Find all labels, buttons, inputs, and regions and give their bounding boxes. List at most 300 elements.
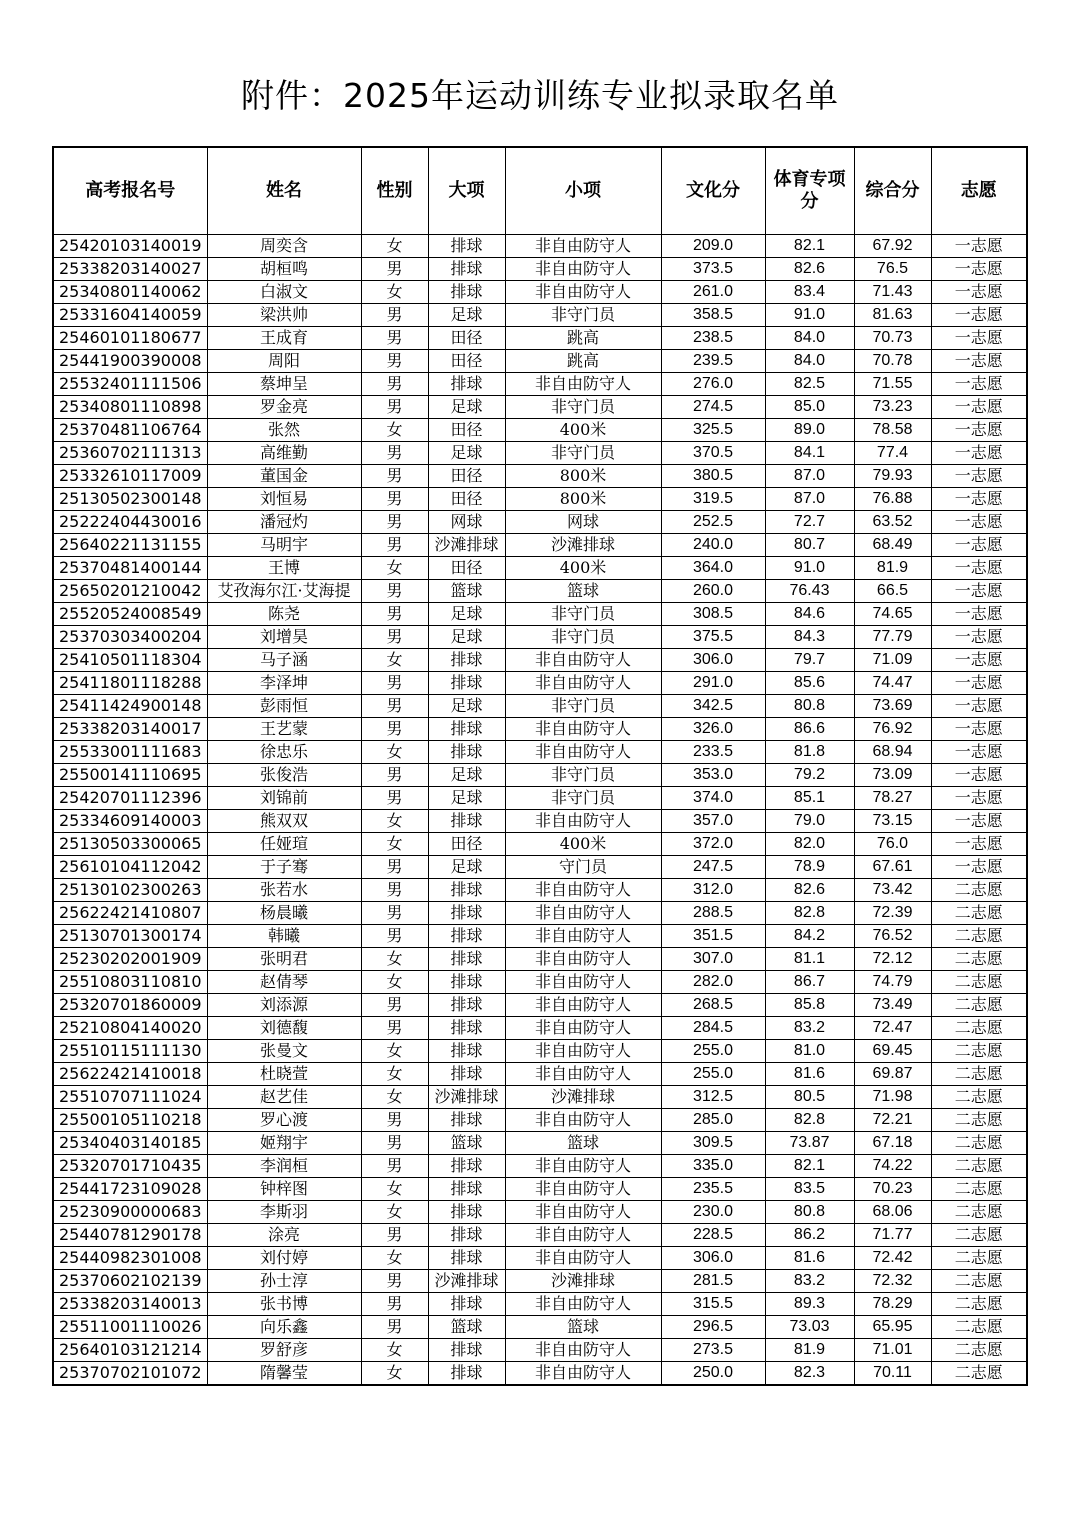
cell-event: 非自由防守人 — [505, 649, 661, 672]
cell-total-score: 79.93 — [854, 465, 931, 488]
cell-preference: 一志愿 — [931, 741, 1027, 764]
cell-sport-score: 80.8 — [765, 1201, 854, 1224]
cell-preference: 一志愿 — [931, 649, 1027, 672]
cell-total-score: 71.09 — [854, 649, 931, 672]
cell-name: 高维勤 — [207, 442, 361, 465]
cell-total-score: 76.92 — [854, 718, 931, 741]
cell-culture-score: 209.0 — [661, 235, 765, 258]
cell-gender: 男 — [361, 327, 428, 350]
cell-sport: 排球 — [428, 1109, 505, 1132]
cell-culture-score: 235.5 — [661, 1178, 765, 1201]
cell-total-score: 72.42 — [854, 1247, 931, 1270]
table-row — [53, 442, 1027, 465]
cell-sport: 排球 — [428, 649, 505, 672]
cell-preference: 一志愿 — [931, 396, 1027, 419]
cell-name: 钟梓图 — [207, 1178, 361, 1201]
cell-sport-score: 83.2 — [765, 1270, 854, 1293]
cell-gender: 男 — [361, 396, 428, 419]
cell-culture-score: 252.5 — [661, 511, 765, 534]
table-row — [53, 672, 1027, 695]
cell-exam-id: 25340801110898 — [53, 396, 207, 419]
cell-sport-score: 86.6 — [765, 718, 854, 741]
cell-gender: 男 — [361, 1155, 428, 1178]
cell-gender: 女 — [361, 971, 428, 994]
cell-total-score: 65.95 — [854, 1316, 931, 1339]
cell-event: 非守门员 — [505, 764, 661, 787]
cell-gender: 男 — [361, 787, 428, 810]
cell-sport-score: 87.0 — [765, 488, 854, 511]
cell-total-score: 73.23 — [854, 396, 931, 419]
cell-preference: 一志愿 — [931, 603, 1027, 626]
cell-culture-score: 285.0 — [661, 1109, 765, 1132]
cell-sport: 足球 — [428, 764, 505, 787]
cell-event: 非守门员 — [505, 626, 661, 649]
cell-total-score: 72.21 — [854, 1109, 931, 1132]
cell-sport-score: 86.7 — [765, 971, 854, 994]
cell-name: 彭雨恒 — [207, 695, 361, 718]
cell-preference: 二志愿 — [931, 925, 1027, 948]
cell-preference: 二志愿 — [931, 879, 1027, 902]
cell-name: 杨晨曦 — [207, 902, 361, 925]
cell-preference: 二志愿 — [931, 1270, 1027, 1293]
cell-preference: 二志愿 — [931, 1339, 1027, 1362]
cell-gender: 男 — [361, 488, 428, 511]
cell-gender: 男 — [361, 1017, 428, 1040]
cell-total-score: 78.29 — [854, 1293, 931, 1316]
cell-culture-score: 312.5 — [661, 1086, 765, 1109]
cell-gender: 男 — [361, 580, 428, 603]
cell-preference: 二志愿 — [931, 1178, 1027, 1201]
cell-culture-score: 358.5 — [661, 304, 765, 327]
table-row — [53, 971, 1027, 994]
cell-sport: 篮球 — [428, 1132, 505, 1155]
table-row — [53, 1040, 1027, 1063]
cell-event: 沙滩排球 — [505, 534, 661, 557]
cell-culture-score: 342.5 — [661, 695, 765, 718]
cell-preference: 二志愿 — [931, 1224, 1027, 1247]
cell-event: 非自由防守人 — [505, 925, 661, 948]
cell-culture-score: 276.0 — [661, 373, 765, 396]
cell-exam-id: 25130102300263 — [53, 879, 207, 902]
cell-name: 马子涵 — [207, 649, 361, 672]
cell-gender: 男 — [361, 1132, 428, 1155]
cell-event: 非自由防守人 — [505, 1109, 661, 1132]
cell-preference: 二志愿 — [931, 994, 1027, 1017]
cell-sport-score: 84.0 — [765, 350, 854, 373]
cell-preference: 一志愿 — [931, 442, 1027, 465]
cell-sport-score: 87.0 — [765, 465, 854, 488]
table-row — [53, 1293, 1027, 1316]
cell-event: 非自由防守人 — [505, 1224, 661, 1247]
table-row — [53, 787, 1027, 810]
cell-sport: 排球 — [428, 373, 505, 396]
cell-gender: 男 — [361, 1109, 428, 1132]
table-row — [53, 1247, 1027, 1270]
cell-preference: 一志愿 — [931, 258, 1027, 281]
cell-sport-score: 73.03 — [765, 1316, 854, 1339]
cell-exam-id: 25130502300148 — [53, 488, 207, 511]
cell-exam-id: 25340403140185 — [53, 1132, 207, 1155]
cell-name: 董国金 — [207, 465, 361, 488]
table-row — [53, 879, 1027, 902]
cell-culture-score: 273.5 — [661, 1339, 765, 1362]
cell-sport-score: 81.9 — [765, 1339, 854, 1362]
cell-culture-score: 238.5 — [661, 327, 765, 350]
cell-sport-score: 81.6 — [765, 1063, 854, 1086]
cell-sport-score: 82.0 — [765, 833, 854, 856]
cell-culture-score: 374.0 — [661, 787, 765, 810]
cell-preference: 二志愿 — [931, 1017, 1027, 1040]
cell-exam-id: 25510115111130 — [53, 1040, 207, 1063]
cell-total-score: 68.06 — [854, 1201, 931, 1224]
cell-exam-id: 25130701300174 — [53, 925, 207, 948]
cell-name: 刘添源 — [207, 994, 361, 1017]
cell-name: 李斯羽 — [207, 1201, 361, 1224]
cell-event: 非自由防守人 — [505, 879, 661, 902]
cell-sport: 排球 — [428, 1063, 505, 1086]
cell-name: 周奕含 — [207, 235, 361, 258]
cell-exam-id: 25510707111024 — [53, 1086, 207, 1109]
cell-sport: 排球 — [428, 1339, 505, 1362]
cell-exam-id: 25411801118288 — [53, 672, 207, 695]
cell-name: 刘增昊 — [207, 626, 361, 649]
cell-preference: 二志愿 — [931, 948, 1027, 971]
table-row — [53, 1270, 1027, 1293]
cell-culture-score: 375.5 — [661, 626, 765, 649]
cell-name: 任娅瑄 — [207, 833, 361, 856]
header-total-score: 综合分 — [854, 147, 931, 235]
cell-culture-score: 370.5 — [661, 442, 765, 465]
cell-sport: 排球 — [428, 1293, 505, 1316]
cell-exam-id: 25411424900148 — [53, 695, 207, 718]
cell-sport: 篮球 — [428, 1316, 505, 1339]
cell-culture-score: 319.5 — [661, 488, 765, 511]
cell-preference: 一志愿 — [931, 764, 1027, 787]
table-row — [53, 764, 1027, 787]
cell-sport: 排球 — [428, 672, 505, 695]
table-row — [53, 833, 1027, 856]
table-row — [53, 741, 1027, 764]
cell-preference: 一志愿 — [931, 511, 1027, 534]
cell-gender: 男 — [361, 718, 428, 741]
cell-exam-id: 25510803110810 — [53, 971, 207, 994]
cell-gender: 男 — [361, 672, 428, 695]
cell-preference: 二志愿 — [931, 971, 1027, 994]
cell-total-score: 76.52 — [854, 925, 931, 948]
cell-culture-score: 228.5 — [661, 1224, 765, 1247]
cell-name: 于子骞 — [207, 856, 361, 879]
cell-event: 非自由防守人 — [505, 971, 661, 994]
cell-exam-id: 25331604140059 — [53, 304, 207, 327]
cell-sport: 排球 — [428, 235, 505, 258]
cell-name: 刘德馥 — [207, 1017, 361, 1040]
cell-name: 熊双双 — [207, 810, 361, 833]
cell-sport: 足球 — [428, 626, 505, 649]
cell-gender: 男 — [361, 465, 428, 488]
cell-gender: 男 — [361, 603, 428, 626]
cell-gender: 男 — [361, 1293, 428, 1316]
cell-gender: 女 — [361, 1339, 428, 1362]
cell-preference: 二志愿 — [931, 1247, 1027, 1270]
cell-name: 徐忠乐 — [207, 741, 361, 764]
cell-culture-score: 372.0 — [661, 833, 765, 856]
cell-event: 800米 — [505, 465, 661, 488]
cell-total-score: 76.88 — [854, 488, 931, 511]
cell-sport: 排球 — [428, 879, 505, 902]
cell-sport: 沙滩排球 — [428, 1086, 505, 1109]
cell-sport: 排球 — [428, 971, 505, 994]
cell-total-score: 70.11 — [854, 1362, 931, 1386]
cell-sport-score: 89.3 — [765, 1293, 854, 1316]
cell-sport-score: 83.4 — [765, 281, 854, 304]
cell-event: 篮球 — [505, 1316, 661, 1339]
cell-event: 非自由防守人 — [505, 994, 661, 1017]
cell-sport: 沙滩排球 — [428, 1270, 505, 1293]
cell-sport-score: 83.5 — [765, 1178, 854, 1201]
cell-name: 王成育 — [207, 327, 361, 350]
cell-event: 非自由防守人 — [505, 948, 661, 971]
cell-exam-id: 25130503300065 — [53, 833, 207, 856]
cell-gender: 男 — [361, 373, 428, 396]
header-sport: 大项 — [428, 147, 505, 235]
cell-preference: 一志愿 — [931, 580, 1027, 603]
cell-gender: 男 — [361, 534, 428, 557]
table-row — [53, 1339, 1027, 1362]
cell-name: 马明宇 — [207, 534, 361, 557]
cell-culture-score: 255.0 — [661, 1040, 765, 1063]
cell-preference: 二志愿 — [931, 902, 1027, 925]
cell-exam-id: 25420701112396 — [53, 787, 207, 810]
cell-exam-id: 25370481400144 — [53, 557, 207, 580]
table-row — [53, 1362, 1027, 1386]
cell-total-score: 63.52 — [854, 511, 931, 534]
cell-sport-score: 85.0 — [765, 396, 854, 419]
cell-sport-score: 76.43 — [765, 580, 854, 603]
cell-gender: 女 — [361, 649, 428, 672]
cell-culture-score: 255.0 — [661, 1063, 765, 1086]
cell-gender: 女 — [361, 1086, 428, 1109]
cell-sport: 排球 — [428, 1201, 505, 1224]
cell-exam-id: 25640103121214 — [53, 1339, 207, 1362]
cell-preference: 一志愿 — [931, 465, 1027, 488]
cell-name: 张书博 — [207, 1293, 361, 1316]
cell-total-score: 66.5 — [854, 580, 931, 603]
cell-sport-score: 85.8 — [765, 994, 854, 1017]
cell-total-score: 73.49 — [854, 994, 931, 1017]
header-culture-score: 文化分 — [661, 147, 765, 235]
cell-total-score: 73.15 — [854, 810, 931, 833]
cell-gender: 男 — [361, 350, 428, 373]
cell-exam-id: 25460101180677 — [53, 327, 207, 350]
admission-table — [52, 146, 1028, 1386]
cell-event: 非自由防守人 — [505, 1362, 661, 1386]
cell-exam-id: 25334609140003 — [53, 810, 207, 833]
cell-sport: 足球 — [428, 304, 505, 327]
cell-name: 艾孜海尔江·艾海提 — [207, 580, 361, 603]
table-row — [53, 373, 1027, 396]
cell-total-score: 70.78 — [854, 350, 931, 373]
cell-event: 篮球 — [505, 1132, 661, 1155]
cell-total-score: 69.45 — [854, 1040, 931, 1063]
cell-sport: 沙滩排球 — [428, 534, 505, 557]
cell-culture-score: 274.5 — [661, 396, 765, 419]
cell-event: 非自由防守人 — [505, 373, 661, 396]
cell-exam-id: 25370481106764 — [53, 419, 207, 442]
cell-event: 非守门员 — [505, 442, 661, 465]
cell-gender: 男 — [361, 695, 428, 718]
cell-sport: 田径 — [428, 465, 505, 488]
cell-exam-id: 25370702101072 — [53, 1362, 207, 1386]
cell-name: 梁洪帅 — [207, 304, 361, 327]
cell-name: 刘恒易 — [207, 488, 361, 511]
cell-name: 姬翔宇 — [207, 1132, 361, 1155]
cell-gender: 女 — [361, 1201, 428, 1224]
cell-sport: 篮球 — [428, 580, 505, 603]
cell-preference: 一志愿 — [931, 718, 1027, 741]
cell-exam-id: 25500141110695 — [53, 764, 207, 787]
table-row — [53, 649, 1027, 672]
cell-culture-score: 306.0 — [661, 649, 765, 672]
cell-name: 罗金亮 — [207, 396, 361, 419]
table-row — [53, 396, 1027, 419]
cell-total-score: 73.42 — [854, 879, 931, 902]
cell-preference: 二志愿 — [931, 1063, 1027, 1086]
cell-gender: 男 — [361, 994, 428, 1017]
cell-total-score: 74.65 — [854, 603, 931, 626]
cell-total-score: 72.47 — [854, 1017, 931, 1040]
cell-culture-score: 282.0 — [661, 971, 765, 994]
cell-preference: 二志愿 — [931, 1316, 1027, 1339]
cell-sport-score: 89.0 — [765, 419, 854, 442]
cell-exam-id: 25338203140013 — [53, 1293, 207, 1316]
cell-culture-score: 260.0 — [661, 580, 765, 603]
cell-name: 周阳 — [207, 350, 361, 373]
cell-event: 非守门员 — [505, 304, 661, 327]
cell-preference: 一志愿 — [931, 534, 1027, 557]
cell-name: 杜晓萱 — [207, 1063, 361, 1086]
cell-exam-id: 25420103140019 — [53, 235, 207, 258]
cell-exam-id: 25230202001909 — [53, 948, 207, 971]
cell-event: 沙滩排球 — [505, 1086, 661, 1109]
cell-gender: 女 — [361, 948, 428, 971]
cell-preference: 二志愿 — [931, 1201, 1027, 1224]
cell-exam-id: 25520524008549 — [53, 603, 207, 626]
cell-gender: 女 — [361, 1247, 428, 1270]
cell-exam-id: 25320701710435 — [53, 1155, 207, 1178]
table-row — [53, 350, 1027, 373]
cell-sport-score: 79.7 — [765, 649, 854, 672]
cell-total-score: 71.98 — [854, 1086, 931, 1109]
cell-sport: 足球 — [428, 856, 505, 879]
cell-name: 陈尧 — [207, 603, 361, 626]
cell-gender: 女 — [361, 741, 428, 764]
cell-culture-score: 230.0 — [661, 1201, 765, 1224]
table-row — [53, 465, 1027, 488]
cell-gender: 女 — [361, 419, 428, 442]
cell-gender: 男 — [361, 1270, 428, 1293]
cell-total-score: 74.79 — [854, 971, 931, 994]
table-row — [53, 580, 1027, 603]
cell-exam-id: 25622421410018 — [53, 1063, 207, 1086]
cell-sport: 排球 — [428, 741, 505, 764]
cell-sport-score: 82.5 — [765, 373, 854, 396]
cell-name: 王博 — [207, 557, 361, 580]
cell-preference: 一志愿 — [931, 787, 1027, 810]
cell-sport: 排球 — [428, 1247, 505, 1270]
cell-preference: 一志愿 — [931, 695, 1027, 718]
cell-preference: 一志愿 — [931, 281, 1027, 304]
cell-culture-score: 312.0 — [661, 879, 765, 902]
cell-event: 非自由防守人 — [505, 258, 661, 281]
cell-preference: 二志愿 — [931, 1155, 1027, 1178]
cell-total-score: 67.18 — [854, 1132, 931, 1155]
cell-culture-score: 291.0 — [661, 672, 765, 695]
cell-sport-score: 81.6 — [765, 1247, 854, 1270]
cell-exam-id: 25440781290178 — [53, 1224, 207, 1247]
cell-sport-score: 82.1 — [765, 235, 854, 258]
cell-sport: 排球 — [428, 718, 505, 741]
cell-culture-score: 261.0 — [661, 281, 765, 304]
cell-total-score: 69.87 — [854, 1063, 931, 1086]
page-title: 附件：2025年运动训练专业拟录取名单 — [241, 76, 839, 115]
cell-event: 非自由防守人 — [505, 1063, 661, 1086]
cell-event: 非自由防守人 — [505, 1339, 661, 1362]
cell-culture-score: 364.0 — [661, 557, 765, 580]
cell-sport: 田径 — [428, 557, 505, 580]
cell-event: 非自由防守人 — [505, 902, 661, 925]
cell-preference: 一志愿 — [931, 856, 1027, 879]
cell-name: 向乐鑫 — [207, 1316, 361, 1339]
cell-gender: 女 — [361, 1040, 428, 1063]
cell-gender: 男 — [361, 511, 428, 534]
cell-gender: 女 — [361, 235, 428, 258]
cell-preference: 一志愿 — [931, 833, 1027, 856]
cell-sport-score: 82.1 — [765, 1155, 854, 1178]
cell-event: 非守门员 — [505, 787, 661, 810]
cell-gender: 男 — [361, 304, 428, 327]
cell-event: 非自由防守人 — [505, 281, 661, 304]
cell-sport: 田径 — [428, 327, 505, 350]
header-row — [53, 147, 1027, 235]
cell-event: 篮球 — [505, 580, 661, 603]
cell-culture-score: 233.5 — [661, 741, 765, 764]
cell-event: 非自由防守人 — [505, 1247, 661, 1270]
cell-sport-score: 84.3 — [765, 626, 854, 649]
cell-sport: 排球 — [428, 902, 505, 925]
cell-name: 隋馨莹 — [207, 1362, 361, 1386]
cell-name: 张然 — [207, 419, 361, 442]
cell-total-score: 74.47 — [854, 672, 931, 695]
cell-culture-score: 281.5 — [661, 1270, 765, 1293]
cell-sport-score: 81.8 — [765, 741, 854, 764]
cell-total-score: 67.92 — [854, 235, 931, 258]
cell-gender: 女 — [361, 557, 428, 580]
cell-gender: 男 — [361, 1224, 428, 1247]
table-row — [53, 1155, 1027, 1178]
cell-sport-score: 80.7 — [765, 534, 854, 557]
cell-culture-score: 247.5 — [661, 856, 765, 879]
cell-preference: 一志愿 — [931, 626, 1027, 649]
header-sport-score: 体育专项分 — [765, 147, 854, 235]
cell-event: 非自由防守人 — [505, 672, 661, 695]
cell-name: 孙士淳 — [207, 1270, 361, 1293]
cell-gender: 男 — [361, 1316, 428, 1339]
cell-exam-id: 25441900390008 — [53, 350, 207, 373]
header-preference: 志愿 — [931, 147, 1027, 235]
cell-culture-score: 239.5 — [661, 350, 765, 373]
cell-name: 张明君 — [207, 948, 361, 971]
cell-event: 800米 — [505, 488, 661, 511]
